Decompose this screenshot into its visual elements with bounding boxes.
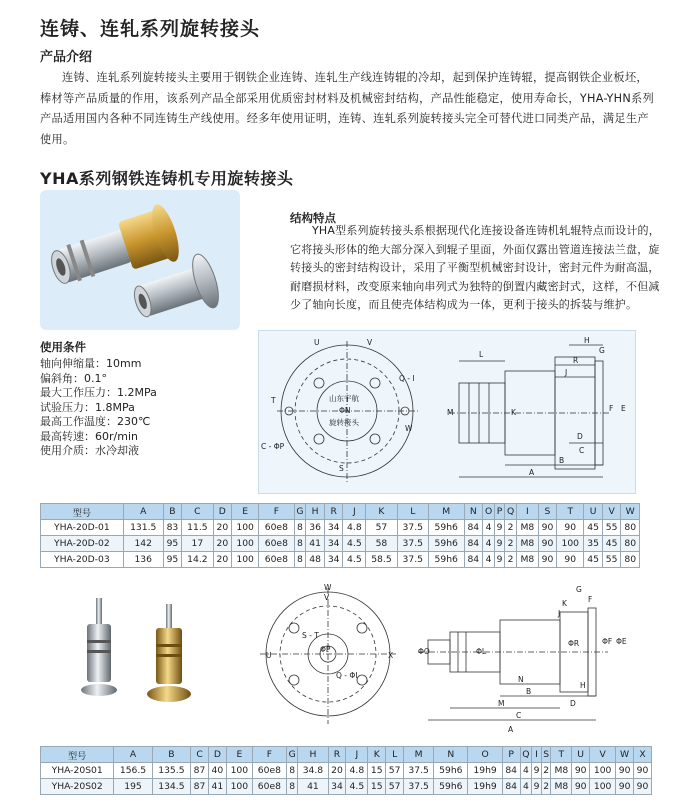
table-header-cell: 型号: [41, 747, 114, 763]
label: ΦL: [476, 647, 487, 656]
table-cell: 9: [495, 536, 505, 552]
table-header-cell: R: [324, 504, 343, 520]
label: J: [558, 609, 561, 618]
table-header-row: [41, 504, 640, 520]
label: H: [584, 336, 590, 345]
table-row: [41, 520, 640, 536]
label: A: [529, 468, 535, 477]
label: D: [570, 699, 576, 708]
label: U: [314, 338, 320, 347]
label: L: [479, 350, 484, 359]
table-header-cell: R: [328, 747, 346, 763]
drawing-1-svg: [259, 331, 635, 493]
table-cell: 37.5: [404, 763, 434, 779]
spec-table-yha-s: [40, 746, 652, 795]
table-header-cell: E: [226, 747, 252, 763]
table-cell: 58: [366, 536, 397, 552]
table-cell: 90: [557, 552, 584, 568]
table-cell: 90: [538, 552, 557, 568]
table-cell: 59h6: [434, 763, 468, 779]
label: W: [405, 424, 413, 433]
table-header-cell: B: [152, 747, 190, 763]
table-cell: 60e8: [259, 552, 294, 568]
table-header-cell: G: [286, 747, 297, 763]
table-cell: YHA-20S02: [41, 779, 114, 795]
condition-item: 最大工作压力：1.2MPa: [40, 386, 157, 399]
table-cell: 2: [505, 552, 517, 568]
conditions-title: 使用条件: [40, 340, 86, 354]
table-row: [41, 536, 640, 552]
table-cell: 4: [520, 763, 532, 779]
table-header-cell: A: [123, 504, 163, 520]
rotary-joint-pair-illustration: [70, 596, 220, 716]
table-cell: 9: [495, 520, 505, 536]
table-cell: 36: [306, 520, 325, 536]
feature-title: 结构特点: [290, 211, 336, 225]
table-cell: 37.5: [397, 536, 428, 552]
table-cell: 87: [191, 763, 209, 779]
table-cell: 14.2: [182, 552, 213, 568]
table-header-cell: T: [551, 747, 572, 763]
table-header-cell: F: [252, 747, 286, 763]
table-cell: 4: [483, 536, 495, 552]
table-cell: 8: [286, 763, 297, 779]
table-cell: 90: [572, 779, 590, 795]
intro-heading: 产品介绍: [40, 50, 93, 65]
table-cell: 90: [634, 763, 652, 779]
table-header-cell: N: [434, 747, 468, 763]
label: F: [609, 404, 614, 413]
label: G: [576, 585, 582, 594]
table-cell: 11.5: [182, 520, 213, 536]
table-header-cell: M: [428, 504, 464, 520]
table-cell: 95: [163, 552, 182, 568]
label: X: [388, 651, 394, 660]
label: 旋转接头: [329, 418, 359, 427]
table-header-cell: N: [464, 504, 483, 520]
table-header-cell: G: [294, 504, 306, 520]
label: ΦR: [568, 639, 580, 648]
table-cell: 60e8: [252, 763, 286, 779]
table-header-cell: U: [584, 504, 603, 520]
table-header-cell: D: [213, 504, 232, 520]
label: B: [559, 456, 565, 465]
label: S - T: [302, 631, 319, 640]
table-cell: 90: [616, 763, 634, 779]
label: A: [508, 725, 514, 734]
table-cell: 41: [298, 779, 328, 795]
table-header-cell: I: [517, 504, 539, 520]
technical-drawing-1: [258, 330, 636, 494]
table-cell: 95: [163, 536, 182, 552]
table-cell: 20: [213, 552, 232, 568]
table-header-cell: S: [541, 747, 551, 763]
condition-item: 轴向伸缩量：10mm: [40, 357, 142, 370]
label: R: [573, 356, 579, 365]
table-cell: 9: [495, 552, 505, 568]
table-header-row: [41, 747, 652, 763]
table-header-cell: T: [557, 504, 584, 520]
table-cell: 80: [621, 520, 640, 536]
table-cell: 142: [123, 536, 163, 552]
product-photo-yha-d: [40, 190, 240, 330]
table-cell: 90: [538, 520, 557, 536]
table-cell: 134.5: [152, 779, 190, 795]
table-cell: 4.5: [343, 552, 366, 568]
table-cell: 19h9: [468, 763, 502, 779]
table-header-cell: S: [538, 504, 557, 520]
table-cell: 100: [557, 536, 584, 552]
table-cell: 19h9: [468, 779, 502, 795]
label: U: [266, 651, 272, 660]
table-cell: 100: [232, 520, 259, 536]
table-header-cell: K: [366, 504, 397, 520]
table-cell: 55: [602, 520, 621, 536]
table-cell: 80: [621, 536, 640, 552]
table-header-cell: F: [259, 504, 294, 520]
table-cell: 100: [226, 779, 252, 795]
intro-text: 连铸、连轧系列旋转接头主要用于钢铁企业连铸、连轧生产线连铸辊的冷却，起到保护连铸辊，提高钢铁企业板坯，棒材等产品质量的作用，该系列产品全部采用优质密封材料及机械密封结构，产品性能稳定，使用寿命长，YHA-YHN系列产品适用国内各种不同连铸生产线使用。经多年使用证明，连铸、连轧系列旋转接头完全可替代进口同类产品，满足生产使用。: [40, 71, 654, 146]
table-cell: 100: [232, 536, 259, 552]
technical-drawing-2: [258, 578, 650, 736]
table-cell: 90: [538, 536, 557, 552]
table-header-cell: L: [397, 504, 428, 520]
condition-item: 偏斜角：0.1°: [40, 371, 107, 385]
label: B: [526, 687, 532, 696]
table-cell: 4: [520, 779, 532, 795]
table-header-cell: P: [495, 504, 505, 520]
table-cell: 20: [213, 536, 232, 552]
table-row: [41, 552, 640, 568]
table-cell: 2: [541, 763, 551, 779]
table-header-cell: B: [163, 504, 182, 520]
table-cell: 59h6: [428, 536, 464, 552]
table-header-cell: K: [368, 747, 386, 763]
label: C - ΦP: [261, 442, 285, 451]
label: V: [367, 338, 373, 347]
table-header-cell: 型号: [41, 504, 124, 520]
table-cell: 48: [306, 552, 325, 568]
table-cell: YHA-20D-03: [41, 552, 124, 568]
table-cell: 60e8: [259, 520, 294, 536]
table-cell: 55: [602, 552, 621, 568]
label: ΦO: [418, 647, 430, 656]
table-cell: 58.5: [366, 552, 397, 568]
label: 山东宇航: [329, 394, 359, 403]
table-cell: 9: [532, 763, 542, 779]
table-cell: YHA-20D-01: [41, 520, 124, 536]
table-cell: 4.8: [346, 763, 368, 779]
label: ΦP: [320, 645, 331, 654]
label: N: [518, 675, 524, 684]
label: J: [565, 368, 568, 377]
label: E: [621, 404, 626, 413]
table-cell: 80: [621, 552, 640, 568]
label: K: [511, 408, 516, 417]
table-cell: 41: [306, 536, 325, 552]
table-header-cell: P: [502, 747, 520, 763]
table-cell: 83: [163, 520, 182, 536]
label: ΦE: [616, 637, 627, 646]
table-cell: 4: [483, 552, 495, 568]
table-cell: 4: [483, 520, 495, 536]
table-cell: 100: [590, 763, 616, 779]
table-cell: 8: [294, 552, 306, 568]
label: ΦF: [602, 637, 613, 646]
label: C: [579, 446, 585, 455]
table-cell: M8: [517, 552, 539, 568]
table-cell: YHA-20D-02: [41, 536, 124, 552]
table-cell: 37.5: [397, 520, 428, 536]
table-header-cell: W: [621, 504, 640, 520]
table-header-cell: V: [590, 747, 616, 763]
table-header-cell: E: [232, 504, 259, 520]
table-cell: 100: [590, 779, 616, 795]
drawing-2-svg: [258, 578, 650, 736]
table-header-cell: H: [298, 747, 328, 763]
table-cell: 9: [532, 779, 542, 795]
table-cell: 59h6: [428, 520, 464, 536]
table-cell: 34: [328, 779, 346, 795]
label: S: [339, 464, 344, 473]
table-cell: M8: [551, 763, 572, 779]
table-cell: 4.5: [343, 536, 366, 552]
table-cell: 45: [584, 552, 603, 568]
table-cell: 84: [502, 779, 520, 795]
label: F: [588, 595, 593, 604]
label: M: [498, 699, 505, 708]
label: M: [447, 408, 454, 417]
table-cell: 90: [634, 779, 652, 795]
conditions-list: [40, 357, 157, 459]
table-cell: 34: [324, 536, 343, 552]
table-cell: 57: [386, 779, 404, 795]
table-header-cell: H: [306, 504, 325, 520]
table-cell: 4.8: [343, 520, 366, 536]
table-cell: 45: [602, 536, 621, 552]
table-cell: 90: [557, 520, 584, 536]
table-header-cell: D: [208, 747, 226, 763]
table-cell: 57: [386, 763, 404, 779]
label: ΦN: [339, 406, 351, 415]
table-cell: 2: [505, 536, 517, 552]
table-cell: M8: [517, 536, 539, 552]
table-cell: 34: [324, 520, 343, 536]
label: G: [599, 346, 605, 355]
table-cell: 40: [208, 763, 226, 779]
table-cell: 8: [286, 779, 297, 795]
table-cell: 8: [294, 520, 306, 536]
table-cell: 59h6: [434, 779, 468, 795]
table-cell: 2: [541, 779, 551, 795]
table-header-cell: C: [191, 747, 209, 763]
table-cell: 135.5: [152, 763, 190, 779]
table-header-cell: Q: [505, 504, 517, 520]
table-cell: 60e8: [259, 536, 294, 552]
table-cell: 60e8: [252, 779, 286, 795]
table-cell: 90: [572, 763, 590, 779]
table-cell: 84: [464, 552, 483, 568]
table-cell: 45: [584, 520, 603, 536]
page-title: 连铸、连轧系列旋转接头: [40, 18, 261, 40]
table-cell: 20: [328, 763, 346, 779]
table-cell: 15: [368, 779, 386, 795]
table-row: [41, 779, 652, 795]
table-cell: 131.5: [123, 520, 163, 536]
table-cell: 8: [294, 536, 306, 552]
table-header-cell: C: [182, 504, 213, 520]
table-cell: 100: [232, 552, 259, 568]
table-cell: 37.5: [397, 552, 428, 568]
table-cell: 20: [213, 520, 232, 536]
table-header-cell: M: [404, 747, 434, 763]
table-cell: M8: [517, 520, 539, 536]
table-cell: 156.5: [114, 763, 152, 779]
table-cell: 37.5: [404, 779, 434, 795]
table-header-cell: L: [386, 747, 404, 763]
table-row: [41, 763, 652, 779]
table-cell: 41: [208, 779, 226, 795]
section1-title: YHA系列钢铁连铸机专用旋转接头: [40, 169, 294, 188]
product-photo-yha-s: [70, 596, 220, 716]
rotary-joint-illustration: [40, 190, 240, 330]
table-header-cell: O: [483, 504, 495, 520]
spec-table-yha-d: [40, 503, 640, 568]
table-cell: 57: [366, 520, 397, 536]
table-cell: 34.8: [298, 763, 328, 779]
condition-item: 试验压力：1.8MPa: [40, 400, 135, 414]
label: C: [516, 711, 522, 720]
table-header-cell: O: [468, 747, 502, 763]
table-cell: 35: [584, 536, 603, 552]
label: D: [577, 432, 583, 441]
label: Q - ΦI: [336, 671, 358, 680]
label: H: [580, 681, 586, 690]
table-cell: 59h6: [428, 552, 464, 568]
feature-text: YHA型系列旋转接头系根据现代化连接设备连铸机轧辊特点而设计的，它将接头形体的绝大部分深入到辊子里面，外面仅露出管道连接法兰盘，旋转接头的密封结构设计，采用了平衡型机械密封设计，密封元件为耐高温，耐磨损材料，改变原来轴向串列式为独特的倒置内藏密封式，这样，不但减少了轴向长度，而且使壳体结构成为一体，更利于接头的拆装与维护。: [290, 224, 660, 311]
table-cell: YHA-20S01: [41, 763, 114, 779]
label: V: [324, 593, 330, 602]
table-cell: 15: [368, 763, 386, 779]
condition-item: 最高转速：60r/min: [40, 429, 138, 443]
label: Q - I: [399, 374, 415, 383]
table-header-cell: V: [602, 504, 621, 520]
table-header-cell: X: [634, 747, 652, 763]
label: W: [324, 583, 332, 592]
table-header-cell: J: [343, 504, 366, 520]
table-cell: 4.5: [346, 779, 368, 795]
label: K: [562, 599, 567, 608]
table-cell: 136: [123, 552, 163, 568]
table-cell: 84: [464, 520, 483, 536]
condition-item: 使用介质：水冷却液: [40, 444, 139, 457]
table-cell: 87: [191, 779, 209, 795]
table-cell: 17: [182, 536, 213, 552]
table-header-cell: U: [572, 747, 590, 763]
condition-item: 最高工作温度：230℃: [40, 415, 151, 428]
table-header-cell: J: [346, 747, 368, 763]
table-cell: 84: [502, 763, 520, 779]
table-cell: M8: [551, 779, 572, 795]
table-cell: 34: [324, 552, 343, 568]
table-cell: 84: [464, 536, 483, 552]
table-cell: 2: [505, 520, 517, 536]
table-header-cell: A: [114, 747, 152, 763]
table-cell: 195: [114, 779, 152, 795]
table-cell: 100: [226, 763, 252, 779]
table-header-cell: Q: [520, 747, 532, 763]
table-header-cell: I: [532, 747, 542, 763]
table-header-cell: W: [616, 747, 634, 763]
table-cell: 90: [616, 779, 634, 795]
label: T: [271, 396, 276, 405]
